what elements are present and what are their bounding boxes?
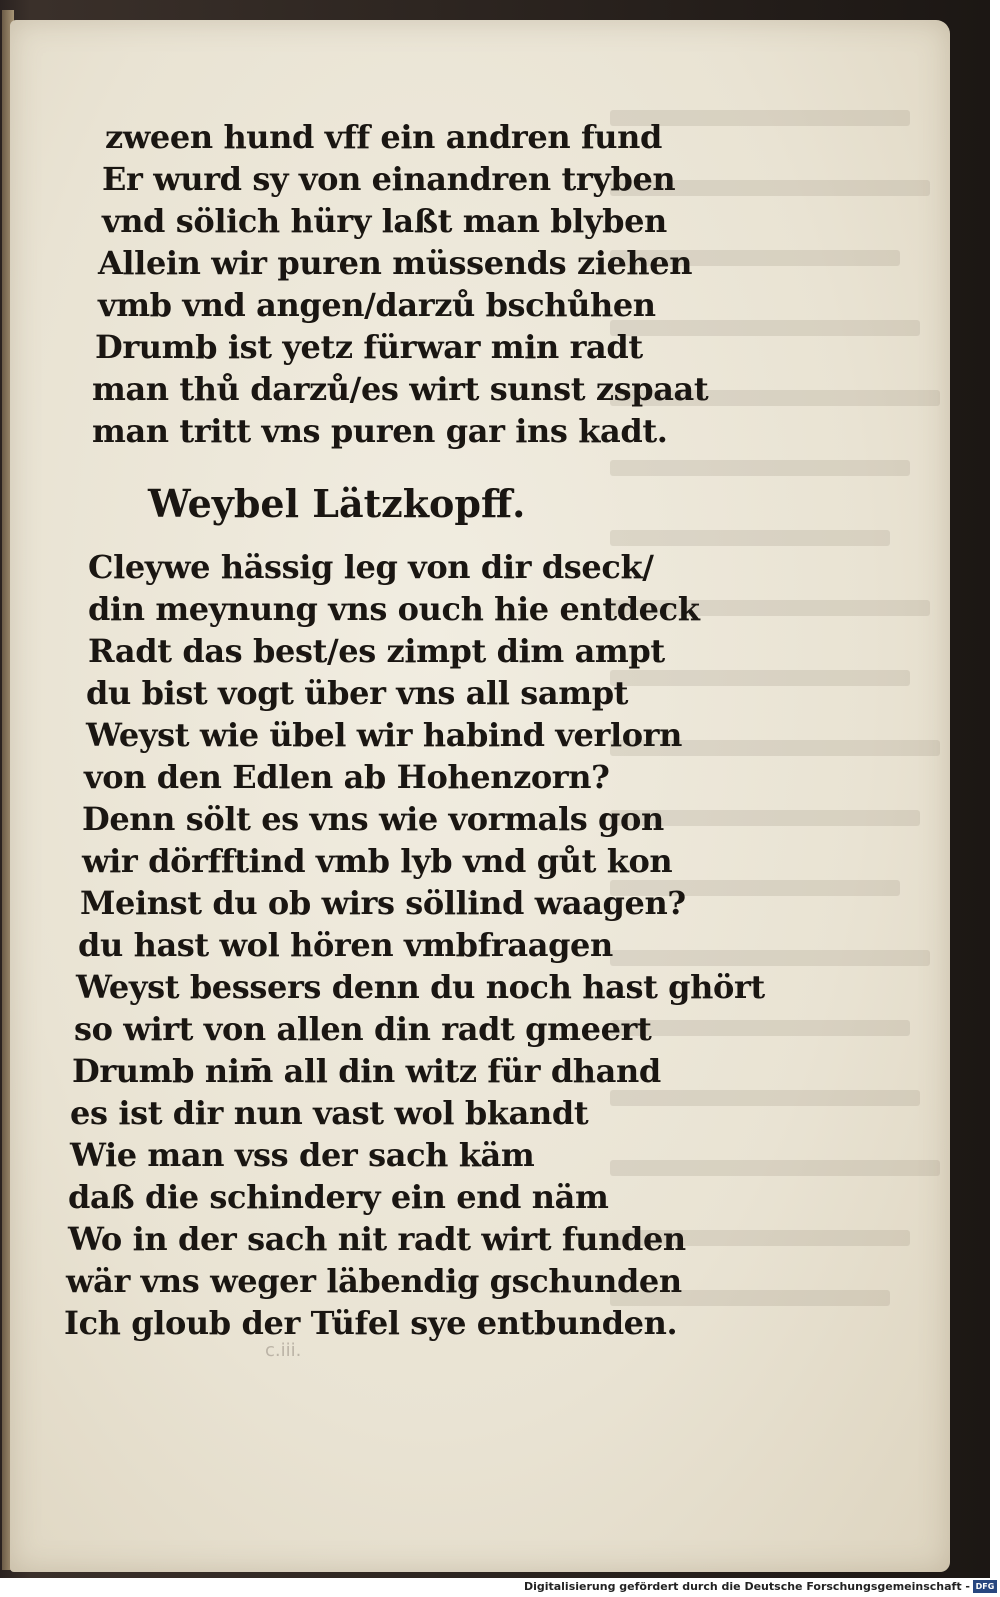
verse-line: Drumb ist yetz fürwar min radt	[95, 328, 643, 366]
verse-line: wär vns weger läbendig gschunden	[66, 1262, 682, 1300]
verse-line: Wo in der sach nit radt wirt funden	[68, 1220, 686, 1258]
verse-line: din meynung vns ouch hie entdeck	[88, 590, 700, 628]
verse-line: du bist vogt über vns all sampt	[86, 674, 629, 712]
verse-line: vmb vnd angen/darzů bschůhen	[98, 286, 656, 324]
verse-line: Denn sölt es vns wie vormals gon	[82, 800, 664, 838]
verse-line: Allein wir puren müssends ziehen	[98, 244, 693, 282]
verse-line: wir dörfftind vmb lyb vnd gůt kon	[82, 842, 673, 880]
verse-line: von den Edlen ab Hohenzorn?	[84, 758, 610, 796]
verse-line: so wirt von allen din radt gmeert	[74, 1010, 652, 1048]
verse-line: man tritt vns puren gar ins kadt.	[92, 412, 668, 450]
verse-line: Wie man vss der sach käm	[70, 1136, 535, 1174]
verse-line: Ich gloub der Tüfel sye entbunden.	[64, 1304, 678, 1342]
verse-line: Cleywe hässig leg von dir dseck/	[88, 548, 654, 586]
signature-mark: c.iii.	[265, 1340, 302, 1361]
verse-line: vnd sölich hüry laßt man blyben	[102, 202, 667, 240]
verse-line: Weyst bessers denn du noch hast ghört	[76, 968, 765, 1006]
verse-line: du hast wol hören vmbfraagen	[78, 926, 613, 964]
verse-line: Er wurd sy von einandren tryben	[102, 160, 676, 198]
dfg-logo: DFG	[973, 1580, 997, 1593]
funding-notice: Digitalisierung gefördert durch die Deutsche Forschungsgemeinschaft -	[523, 1580, 970, 1593]
verse-line: zween hund vff ein andren fund	[105, 118, 663, 156]
verse-line: Meinst du ob wirs söllind waagen?	[80, 884, 686, 922]
verse-line: Radt das best/es zimpt dim ampt	[88, 632, 665, 670]
poem-text-block	[10, 20, 950, 1572]
verse-line: Drumb nim̄ all din witz für dhand	[72, 1052, 661, 1090]
verse-line: daß die schindery ein end näm	[68, 1178, 609, 1216]
book-page	[10, 20, 950, 1572]
verse-line: man thů darzů/es wirt sunst zspaat	[92, 370, 709, 408]
verse-line: Weyst wie übel wir habind verlorn	[86, 716, 682, 754]
verse-line: es ist dir nun vast wol bkandt	[70, 1094, 589, 1132]
speaker-heading: Weybel Lätzkopff.	[148, 481, 526, 526]
